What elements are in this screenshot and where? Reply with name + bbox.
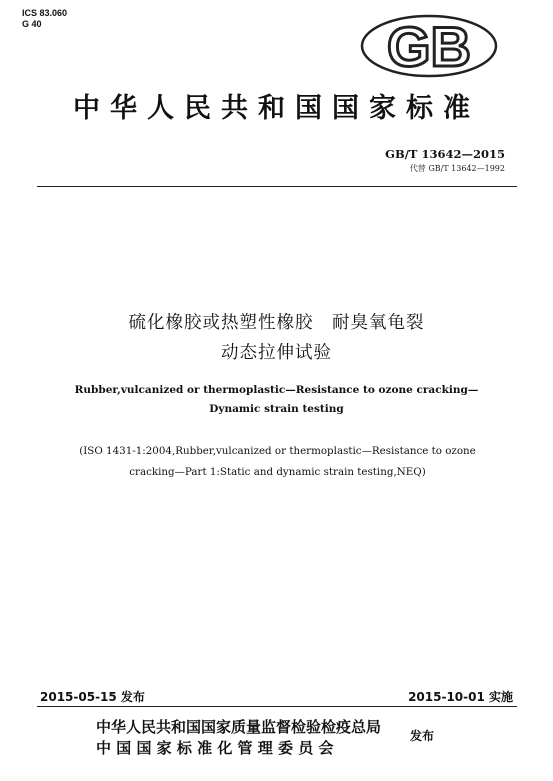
issuer-line2: 中 国 国 家 标 准 化 管 理 委 员 会 — [96, 739, 334, 757]
bottom-divider — [37, 706, 517, 707]
ics-code: ICS 83.060 — [22, 8, 68, 18]
gb-logo-text: GB — [387, 15, 471, 78]
title-cn-line2: 动态拉伸试验 — [221, 343, 332, 363]
issue-action: 发布 — [410, 729, 435, 743]
top-divider — [37, 186, 517, 187]
title-cn-line1: 硫化橡胶或热塑性橡胶 耐臭氧龟裂 — [128, 313, 425, 333]
title-en-line2: Dynamic strain testing — [209, 403, 344, 415]
iso-reference-line1: (ISO 1431-1:2004,Rubber,vulcanized or thermoplastic—Resistance to ozone — [79, 445, 476, 457]
effective-date: 2015-10-01 实施 — [408, 690, 513, 704]
replaces-note: 代替 GB/T 13642—1992 — [409, 164, 505, 173]
iso-reference-line2: cracking—Part 1:Static and dynamic strain testing,NEQ) — [129, 466, 426, 478]
ccs-code: G 40 — [22, 19, 42, 29]
standard-number: GB/T 13642—2015 — [385, 147, 505, 161]
gb-logo — [360, 14, 498, 78]
publish-date: 2015-05-15 发布 — [40, 690, 145, 704]
issuer-line1: 中华人民共和国国家质量监督检验检疫总局 — [96, 718, 382, 736]
classification-codes — [22, 8, 67, 30]
standard-name: 中华人民共和国国家标准 — [73, 93, 480, 124]
title-en-line1: Rubber,vulcanized or thermoplastic—Resistance to ozone cracking— — [74, 384, 479, 396]
